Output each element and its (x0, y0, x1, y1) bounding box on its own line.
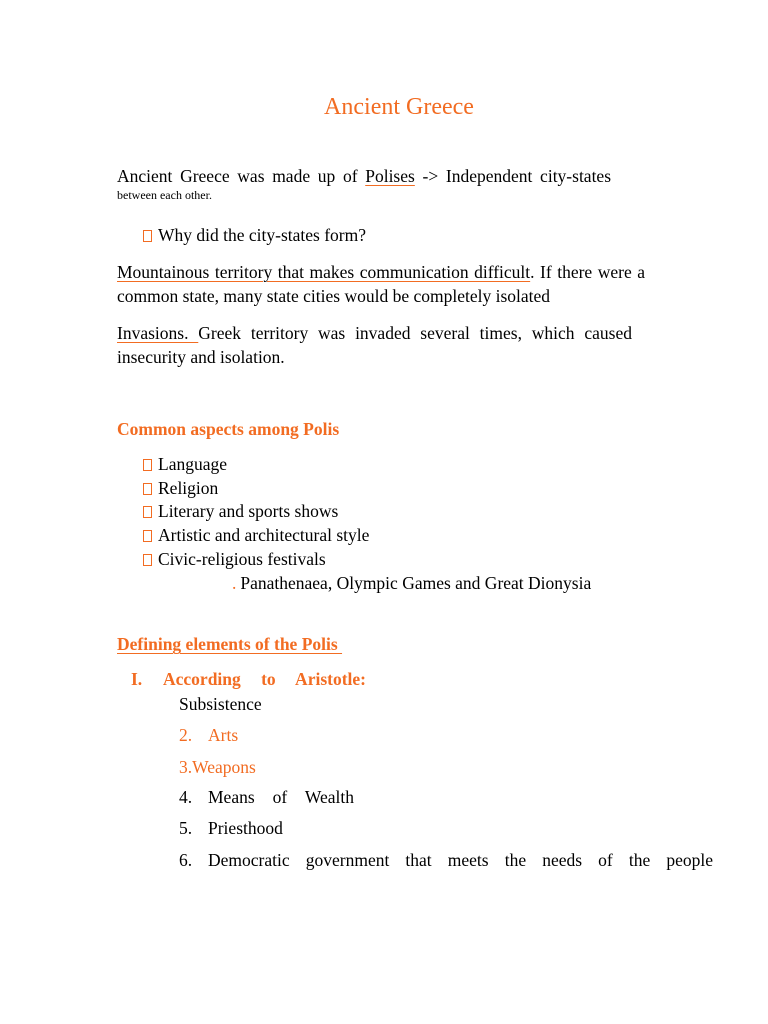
element-number: 3. (179, 757, 193, 777)
intro-text-end: -> Independent city-states (414, 166, 612, 186)
list-item-label: Artistic and architectural style (158, 525, 370, 545)
aristotle-section (131, 669, 366, 689)
intro-line (117, 166, 611, 186)
element-label: Democratic government that meets the needs of the people (208, 850, 713, 870)
question-text: Why did the city-states form? (158, 225, 366, 245)
square-bullet-icon (143, 230, 152, 242)
polises-term: Polises (365, 166, 415, 186)
list-item (143, 454, 227, 474)
list-item (143, 549, 326, 569)
list-item-label: Civic-religious festivals (158, 549, 326, 569)
square-bullet-icon (143, 530, 152, 542)
element-label: Arts (208, 725, 239, 745)
square-bullet-icon (143, 554, 152, 566)
element-row (179, 787, 354, 807)
list-item (143, 478, 218, 498)
festivals-marker: . (232, 573, 237, 593)
square-bullet-icon (143, 459, 152, 471)
element-label: Priesthood (208, 818, 283, 838)
festivals-text: Panathenaea, Olympic Games and Great Dionysia (240, 573, 592, 593)
invasions-line-2: insecurity and isolation. (117, 347, 285, 367)
list-item (143, 525, 369, 545)
list-item-label: Religion (158, 478, 219, 498)
intro-text-start: Ancient Greece was made up of (117, 166, 366, 186)
mountainous-line-2: common state, many state cities would be completely isolated (117, 286, 551, 306)
element-row (179, 694, 262, 714)
square-bullet-icon (143, 483, 152, 495)
list-item-label: Language (158, 454, 227, 474)
page-title: Ancient Greece (324, 94, 474, 120)
question-bullet (143, 225, 366, 245)
section-label: According to Aristotle: (163, 669, 366, 689)
element-label: Subsistence (179, 694, 262, 714)
list-item-label: Literary and sports shows (158, 501, 339, 521)
element-number: 4. (179, 787, 193, 807)
element-row (179, 850, 713, 870)
element-row (179, 757, 256, 777)
invasions-rest: Greek territory was invaded several times, which caused (198, 323, 632, 343)
element-label: Means of Wealth (208, 787, 354, 807)
festivals-line (232, 573, 591, 593)
element-number: 6. (179, 850, 193, 870)
invasions-line-1 (117, 323, 632, 343)
element-row (179, 818, 283, 838)
intro-note: between each other. (117, 188, 212, 202)
mountainous-underlined: Mountainous territory that makes communication difficult (117, 262, 531, 282)
invasions-underlined: Invasions. (117, 323, 199, 343)
mountainous-line-1 (117, 262, 645, 282)
defining-elements-heading: Defining elements of the Polis (117, 634, 343, 654)
common-aspects-heading: Common aspects among Polis (117, 419, 340, 439)
mountainous-rest: . If there were a (530, 262, 645, 282)
element-number: 5. (179, 818, 193, 838)
list-item (143, 501, 338, 521)
section-number: I. (131, 669, 143, 689)
element-row (179, 725, 238, 745)
element-label: Weapons (192, 757, 256, 777)
square-bullet-icon (143, 506, 152, 518)
element-number: 2. (179, 725, 193, 745)
